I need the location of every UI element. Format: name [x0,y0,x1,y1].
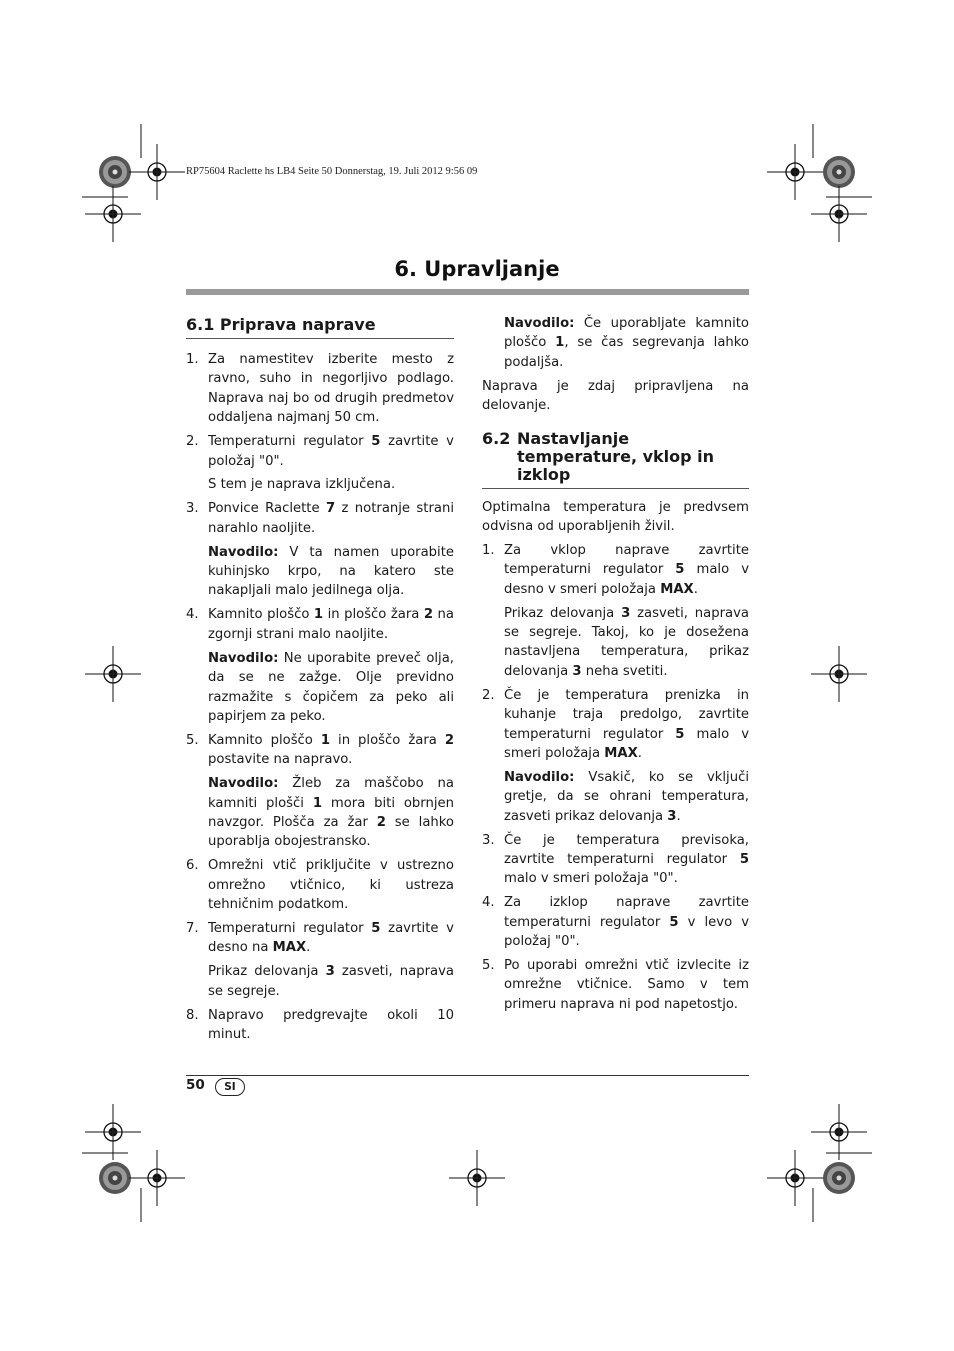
section-number: 6.1 [186,315,215,334]
step-text: Napravo predgrevajte okoli 10 minut. [208,1007,454,1042]
color-target-icon [823,156,855,188]
ready-text: Naprava je zdaj pripravljena na delovanje. [482,378,749,414]
step-number: 4. [186,607,199,623]
color-target-icon [99,1162,131,1194]
list-item [186,919,454,1001]
step-number: 6. [186,858,199,874]
section-heading-6-1 [186,314,454,339]
step-number: 1. [186,352,199,367]
step-number: 8. [186,1007,199,1023]
registration-mark-icon [129,1150,185,1206]
step-text: Za vklop naprave zavrtite temperaturni regulator 5 malo v desno v smeri položaja MAX. [504,542,749,597]
intro-note: Navodilo: Če uporabljate kamnito ploščo 1, se čas segrevanja lahko podaljša. [504,316,749,370]
section-number: 6.2 [482,428,511,448]
registration-mark-icon [85,646,141,702]
registration-mark-icon [811,186,867,242]
list-item [186,499,454,601]
left-column [186,314,454,1049]
list-item [186,605,454,726]
registration-mark-icon [767,1150,823,1206]
chapter-title: 6. Upravljanje [394,257,560,281]
step-text: Temperaturni regulator 5 zavrtite v položaj "0". [208,434,454,469]
list-item [186,432,454,495]
step-note: Navodilo: Ne uporabite preveč olja, da se ne zažge. Olje previdno razmažite s čopičem za peko ali papirjem za peko. [208,650,454,724]
list-item [186,856,454,914]
list-item [186,1006,454,1045]
step-result: S tem je naprava izključena. [208,477,396,493]
list-item [186,350,454,428]
note-label: Navodilo: [208,650,279,666]
section-title: Nastavljanje temperature, vklop in izklop [517,428,715,484]
registration-mark-icon [811,646,867,702]
registration-mark-icon [449,1150,505,1206]
step-text: Za namestitev izberite mesto z ravno, suho in negorljivo podlago. Naprava naj bo od drugih predmetov oddaljena najmanj 50 cm. [208,352,454,426]
list-item [482,541,749,681]
step-number: 2. [186,434,199,450]
step-text: Ponvice Raclette 7 z notranje strani narahlo naoljite. [208,501,454,536]
list-item [482,893,749,951]
section-title: Priprava naprave [219,315,376,334]
step-text: Če je temperatura prenizka in kuhanje traja predolgo, zavrtite temperaturni regulator 5 malo v smeri položaja MAX. [504,687,749,761]
step-text: Kamnito ploščo 1 in ploščo žara 2 postavite na napravo. [208,732,455,768]
step-number: 3. [186,501,199,517]
step-list [482,541,749,1014]
registration-mark-icon [129,144,185,200]
step-result: Prikaz delovanja 3 zasveti, naprava se segreje. [208,964,454,999]
step-text: Po uporabi omrežni vtič izvlecite iz omrežne vtičnice. Samo v tem primeru naprava ni pod napetostjo. [504,957,749,1012]
step-note: Navodilo: Vsakič, ko se vključi gretje, da se ohrani temperatura, zasveti prikaz delovanja 3. [504,769,749,824]
step-note: Navodilo: Žleb za maščobo na kamniti plošči 1 mora biti obrnjen navzgor. Plošča za žar 2 se lahko uporablja obojestransko. [208,776,454,850]
section-heading-6-2 [482,430,749,489]
step-text: Omrežni vtič priključite v ustrezno omrežno vtičnico, ki ustreza tehničnim podatkom. [208,858,454,913]
page-number: 50 [186,1077,205,1093]
color-target-icon [99,156,131,188]
step-note: Navodilo: V ta namen uporabite kuhinjsko krpo, na katero ste nakapljali malo jedilnega olja. [208,544,454,599]
step-number: 5. [482,957,495,973]
step-text: Temperaturni regulator 5 zavrtite v desno na MAX. [208,920,454,956]
step-text: Če je temperatura previsoka, zavrtite temperaturni regulator 5 malo v smeri položaja "0". [504,832,749,887]
registration-mark-icon [767,144,823,200]
list-item [482,956,749,1014]
step-number: 5. [186,732,199,748]
right-column [482,314,749,1019]
section-intro: Optimalna temperatura je predvsem odvisna od uporabljenih živil. [482,499,749,534]
language-badge: SI [215,1078,245,1096]
registration-mark-icon [811,1104,867,1160]
note-label: Navodilo: [504,769,575,785]
step-number: 3. [482,832,495,848]
step-text: Za izklop naprave zavrtite temperaturni regulator 5 v levo v položaj "0". [504,895,750,950]
step-result: Prikaz delovanja 3 zasveti, naprava se segreje. Takoj, ko je dosežena nastavljena temperatura, prikaz delovanja 3 neha svetiti. [504,605,749,679]
step-number: 7. [186,920,199,936]
print-header: RP75604 Raclette hs LB4 Seite 50 Donnerstag, 19. Juli 2012 9:56 09 [186,166,478,177]
chapter-divider [186,289,749,295]
step-number: 1. [482,542,495,558]
note-label: Navodilo: [208,544,279,560]
step-list [186,350,454,1044]
color-target-icon [823,1162,855,1194]
step-number: 2. [482,687,495,703]
list-item [482,831,749,889]
note-label: Navodilo: [208,776,279,792]
list-item [482,686,749,826]
step-text: Kamnito ploščo 1 in ploščo žara 2 na zgornji strani malo naoljite. [208,607,454,642]
registration-mark-icon [85,1104,141,1160]
registration-mark-icon [85,186,141,242]
footer-divider [186,1075,749,1076]
note-label: Navodilo: [504,316,575,331]
list-item [186,731,454,852]
step-number: 4. [482,895,495,911]
